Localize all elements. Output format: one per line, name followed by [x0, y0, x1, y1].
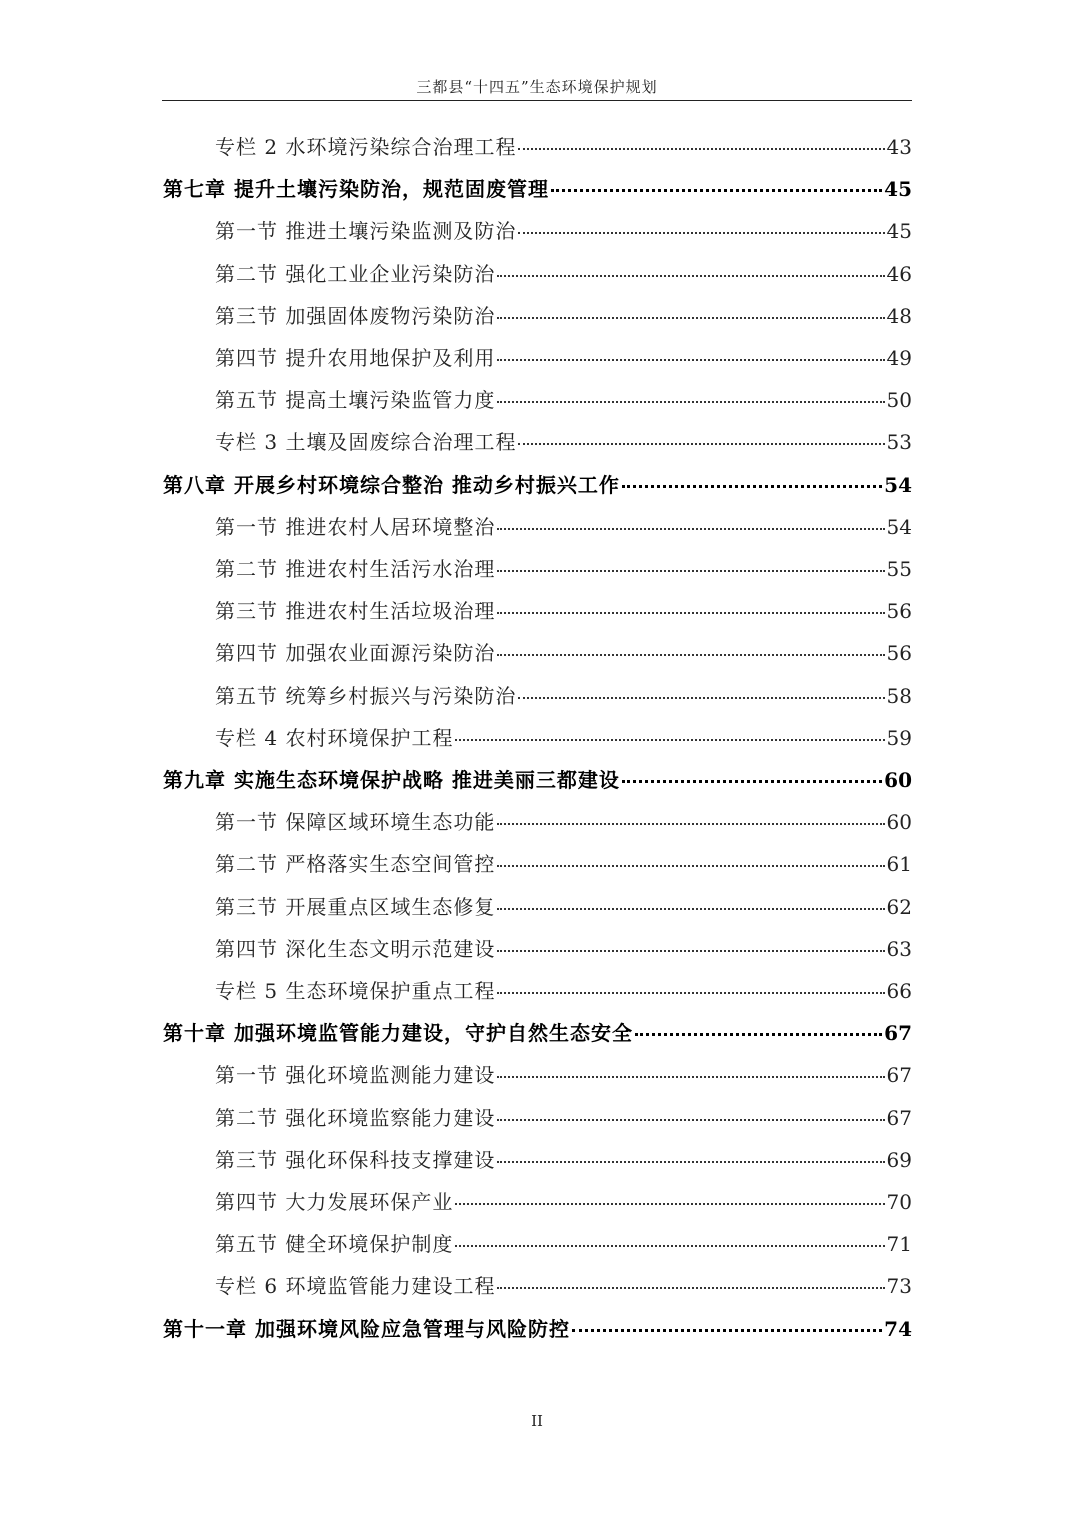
toc-section-entry[interactable]: [215, 1144, 912, 1174]
toc-section-entry[interactable]: [215, 215, 912, 245]
toc-entry-label: 第二节 严格落实生态空间管控: [215, 852, 496, 877]
toc-entry-page: 71: [886, 1232, 912, 1257]
dot-leader: [497, 1075, 884, 1078]
toc-entry-page: 73: [886, 1274, 912, 1299]
toc-chapter-entry[interactable]: [163, 469, 912, 499]
toc-entry-label: 第四节 大力发展环保产业: [215, 1190, 454, 1214]
dot-leader: [497, 653, 884, 656]
toc-entry-page: 56: [886, 641, 912, 666]
toc-section-entry[interactable]: [215, 511, 912, 541]
toc-chapter-entry[interactable]: [163, 1017, 912, 1047]
toc-entry-page: 60: [884, 768, 912, 792]
dot-leader: [497, 822, 884, 825]
toc-entry-label: 第三节 开展重点区域生态修复: [215, 894, 496, 919]
toc-section-entry[interactable]: [215, 131, 912, 161]
dot-leader: [455, 1202, 884, 1205]
toc-entry-page: 62: [886, 894, 912, 919]
toc-section-entry[interactable]: [215, 384, 912, 414]
toc-entry-page: 60: [886, 810, 912, 835]
toc-section-entry[interactable]: [215, 806, 912, 836]
toc-entry-page: 50: [886, 388, 912, 413]
running-header: 三都县“十四五”生态环境保护规划: [416, 78, 658, 96]
toc-entry-page: 59: [886, 725, 912, 750]
toc-entry-page: 49: [886, 346, 912, 370]
dot-leader: [455, 1244, 884, 1247]
toc-section-entry[interactable]: [215, 426, 912, 456]
toc-entry-page: 54: [886, 514, 912, 539]
toc-chapter-entry[interactable]: [163, 764, 912, 794]
dot-leader: [497, 569, 884, 572]
toc-entry-page: 61: [886, 852, 912, 877]
toc-entry-label: 第九章 实施生态环境保护战略 推进美丽三都建设: [163, 768, 620, 792]
page-number: II: [531, 1412, 543, 1430]
toc-section-entry[interactable]: [215, 891, 912, 921]
toc-entry-label: 第十章 加强环境监管能力建设，守护自然生态安全: [163, 1021, 633, 1046]
toc-entry-page: 58: [886, 683, 912, 708]
toc-entry-label: 第十一章 加强环境风险应急管理与风险防控: [163, 1316, 570, 1341]
toc-entry-page: 70: [886, 1190, 912, 1214]
dot-leader: [551, 188, 882, 192]
toc-section-entry[interactable]: [215, 637, 912, 667]
toc-entry-label: 第三节 强化环保科技支撑建设: [215, 1147, 496, 1172]
dot-leader: [497, 1118, 884, 1121]
toc-entry-label: 专栏 3 土壤及固废综合治理工程: [215, 430, 517, 455]
toc-entry-label: 专栏 2 水环境污染综合治理工程: [215, 135, 517, 159]
toc-entry-page: 45: [884, 177, 912, 202]
toc-entry-label: 第二节 强化环境监察能力建设: [215, 1105, 496, 1130]
dot-leader: [497, 1160, 884, 1163]
dot-leader: [497, 949, 884, 952]
toc-entry-label: 第一节 保障区域环境生态功能: [215, 810, 496, 835]
dot-leader: [518, 442, 884, 445]
toc-entry-page: 66: [886, 979, 912, 1003]
toc-section-entry[interactable]: [215, 722, 912, 752]
toc-section-entry[interactable]: [215, 595, 912, 625]
toc-entry-label: 第四节 提升农用地保护及利用: [215, 346, 496, 370]
toc-entry-page: 63: [886, 936, 912, 961]
toc-entry-page: 48: [886, 303, 912, 328]
toc-entry-label: 第三节 加强固体废物污染防治: [215, 303, 496, 328]
toc-entry-label: 第二节 强化工业企业污染防治: [215, 261, 496, 286]
dot-leader: [497, 907, 884, 910]
toc-entry-page: 74: [884, 1316, 912, 1341]
dot-leader: [622, 779, 882, 783]
toc-entry-page: 67: [886, 1063, 912, 1088]
dot-leader: [497, 611, 884, 614]
toc-section-entry[interactable]: [215, 342, 912, 372]
toc-entry-label: 第三节 推进农村生活垃圾治理: [215, 599, 496, 624]
toc-entry-label: 第一节 推进农村人居环境整治: [215, 514, 496, 539]
toc-entry-label: 专栏 6 环境监管能力建设工程: [215, 1274, 496, 1299]
toc-entry-label: 第五节 提高土壤污染监管力度: [215, 388, 496, 413]
toc-section-entry[interactable]: [215, 1186, 912, 1216]
dot-leader: [518, 147, 884, 150]
dot-leader: [518, 231, 884, 234]
toc-entry-page: 54: [884, 472, 912, 497]
toc-entry-label: 第一节 强化环境监测能力建设: [215, 1063, 496, 1088]
toc-entry-page: 69: [886, 1147, 912, 1172]
toc-entry-label: 专栏 5 生态环境保护重点工程: [215, 979, 496, 1003]
toc-entry-page: 53: [886, 430, 912, 455]
dot-leader: [497, 358, 884, 361]
toc-entry-page: 45: [886, 219, 912, 244]
toc-section-entry[interactable]: [215, 1270, 912, 1300]
dot-leader: [572, 1328, 882, 1332]
toc-section-entry[interactable]: [215, 1228, 912, 1258]
toc-section-entry[interactable]: [215, 848, 912, 878]
toc-section-entry[interactable]: [215, 680, 912, 710]
toc-section-entry[interactable]: [215, 553, 912, 583]
toc-section-entry[interactable]: [215, 300, 912, 330]
toc-entry-page: 46: [886, 261, 912, 286]
toc-entry-label: 第八章 开展乡村环境综合整治 推动乡村振兴工作: [163, 472, 620, 497]
toc-entry-label: 第四节 深化生态文明示范建设: [215, 936, 496, 961]
dot-leader: [497, 274, 884, 277]
dot-leader: [497, 991, 884, 994]
dot-leader: [622, 484, 882, 488]
toc-entry-page: 43: [886, 135, 912, 159]
dot-leader: [497, 316, 884, 319]
toc-chapter-entry[interactable]: [163, 173, 912, 203]
toc-entry-label: 第四节 加强农业面源污染防治: [215, 641, 496, 666]
toc-entry-page: 56: [886, 599, 912, 624]
dot-leader: [497, 400, 884, 403]
toc-entry-label: 第二节 推进农村生活污水治理: [215, 557, 496, 581]
toc-entry-label: 第一节 推进土壤污染监测及防治: [215, 219, 517, 244]
toc-entry-page: 67: [884, 1021, 912, 1046]
dot-leader: [455, 738, 884, 741]
toc-entry-label: 专栏 4 农村环境保护工程: [215, 725, 454, 750]
toc-chapter-entry[interactable]: [163, 1313, 912, 1343]
toc-entry-label: 第七章 提升土壤污染防治，规范固废管理: [163, 177, 549, 202]
toc-entry-label: 第五节 统筹乡村振兴与污染防治: [215, 683, 517, 708]
dot-leader: [497, 1286, 884, 1289]
toc-entry-page: 55: [886, 557, 912, 581]
toc-section-entry[interactable]: [215, 933, 912, 963]
toc-entry-page: 67: [886, 1105, 912, 1130]
toc-section-entry[interactable]: [215, 975, 912, 1005]
toc-section-entry[interactable]: [215, 1059, 912, 1089]
dot-leader: [635, 1032, 882, 1036]
dot-leader: [497, 864, 884, 867]
toc-entry-label: 第五节 健全环境保护制度: [215, 1232, 454, 1257]
header-rule: [162, 100, 912, 101]
toc-section-entry[interactable]: [215, 1102, 912, 1132]
toc-section-entry[interactable]: [215, 258, 912, 288]
dot-leader: [497, 527, 884, 530]
dot-leader: [518, 696, 884, 699]
